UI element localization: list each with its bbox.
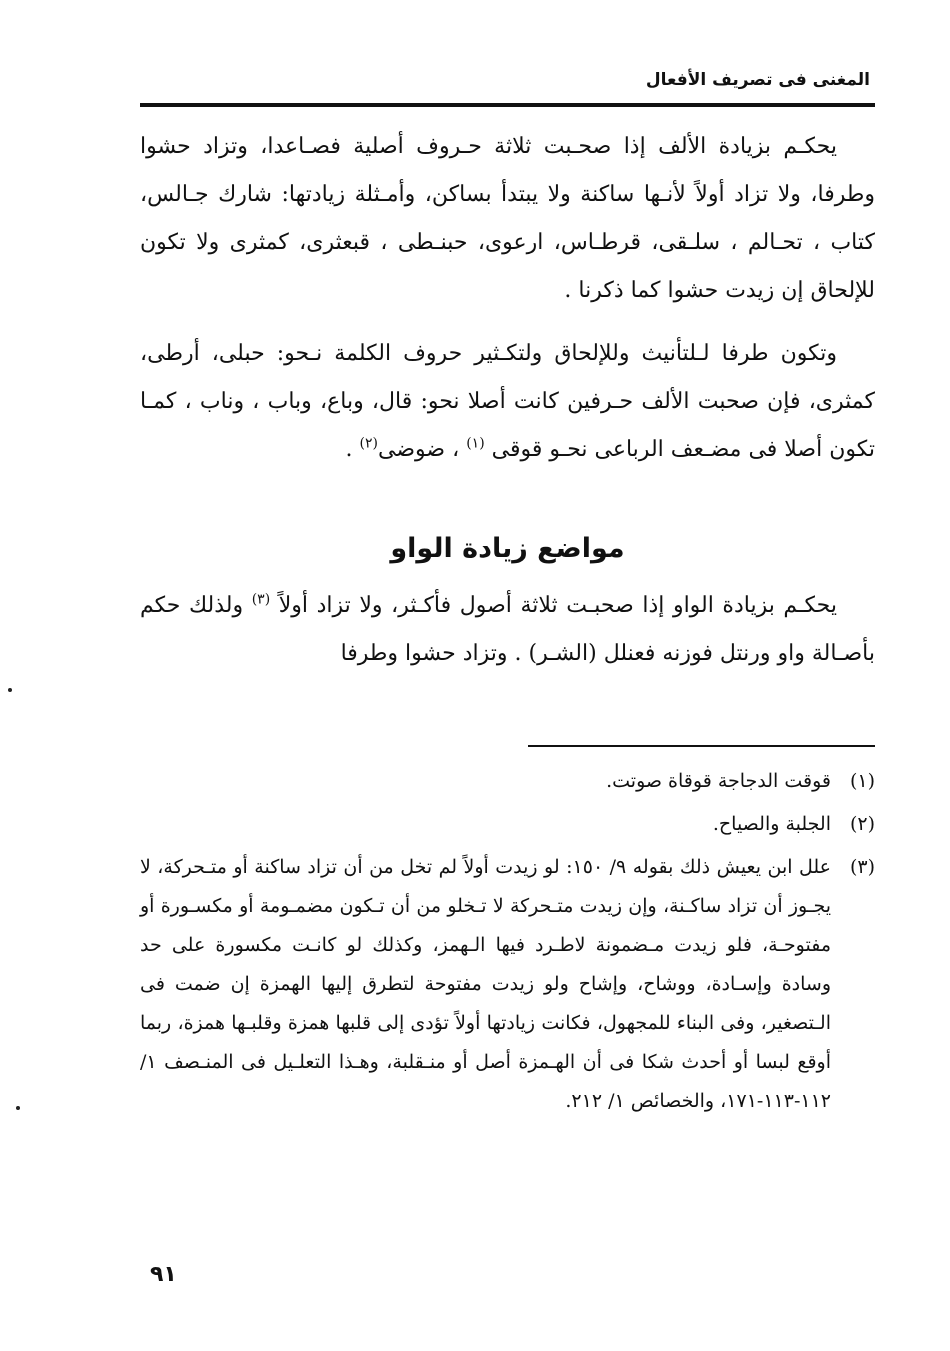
footnote-1 xyxy=(140,762,875,801)
footnote-2 xyxy=(140,805,875,844)
paragraph-text-continued: ، ضوضى xyxy=(378,437,460,462)
paragraph-waw-addition xyxy=(140,582,875,678)
scan-speck xyxy=(8,688,12,692)
paragraph-text-continued: ولذلك حكم بأصـالة واو ورنتل فوزنه فعنلل (الشـر) . وتزاد حشوا وطرفا xyxy=(140,593,875,666)
paragraph-text: يحكـم بزيادة الواو إذا صحبـت ثلاثة أصول فأكـثر، ولا تزاد أولاً xyxy=(278,593,837,618)
footnote-text: علل ابن يعيش ذلك بقوله ٩/ ١٥٠: لو زيدت أولاً لم تخل من أن تزاد ساكنة أو متـحركة، لا يجـوز أن تزاد ساكـنة، وإن زيدت متـحركة لا تـخلو من أن تـكون مضمـومة أو مكسـورة أو مفتوحـة، فلو زيدت مـضمونة لاطـرد فيها الـهمز، وكذلك لو كانـت مكسورة على حد وسادة وإسـادة، ووشاح، وإشاح ولو زيدت مفتوحة لتطرق إليها الهمزة إن ضمت فى الـتصغير، وفى البناء للمجهول، فكانت زيادتها أولاً تؤدى إلى قلبها همزة وقلبـها همزة، ربما أوقع لبسا أو أحدث شكا فى أن الهـمزة أصل أو منـقلبة، وهـذا التعلـيل فى المنـصف ١/ ١١٢-١١٣-١٧١، والخصائص ١/ ٢١٢. xyxy=(140,856,831,1112)
footnote-text: الجلبة والصياح. xyxy=(712,813,831,835)
footnote-separator xyxy=(528,745,875,747)
footnote-text: قوقت الدجاجة قوقاة صوتت. xyxy=(606,770,831,792)
footnote-ref-1: (١) xyxy=(466,435,485,452)
footnote-number: (١) xyxy=(849,770,875,792)
footnote-ref-2: (٢) xyxy=(359,435,379,452)
paragraph-alif-addition xyxy=(140,123,875,315)
scan-speck xyxy=(16,1106,20,1110)
footnote-number: (٣) xyxy=(849,856,875,878)
footnote-ref-3: (٣) xyxy=(251,591,271,608)
paragraph-text: وتكون طرفا لـلتأنيث وللإلحاق ولتكـثير حروف الكلمة نـحو: حبلى، أرطى، كمثرى، فإن صحبت الألف حـرفين كانت أصلا نحو: قال، وباع، وباب ، وناب ، كمـا تكون أصلا فى مضـعف الرباعى نحـو قوقى xyxy=(140,341,875,462)
footnotes xyxy=(140,762,875,1125)
paragraph-text: يحكـم بزيادة الألف إذا صحـبت ثلاثة حـروف أصلية فصـاعدا، وتزاد حشوا وطرفا، ولا تزاد أولاً لأنـها ساكنة ولا يبتدأ بساكن، وأمـثلة زيادتها: شارك جـالس، كتاب ، تحـالم ، سلـقى، قرطـاس، ارعوى، حبنـطى ، قبعثرى، كمثرى ولا تكون للإلحاق إن زيدت حشوا كما ذكرنا . xyxy=(140,134,875,303)
running-header: المغنى فى تصريف الأفعال xyxy=(645,70,870,90)
header-rule xyxy=(140,103,875,107)
page-number: ٩١ xyxy=(150,1262,177,1287)
section-heading: مواضع زيادة الواو xyxy=(390,533,625,564)
paragraph-alif-final xyxy=(140,330,875,474)
footnote-3 xyxy=(140,848,875,1121)
footnote-number: (٢) xyxy=(849,813,875,835)
paragraph-end-mark: . xyxy=(345,437,353,462)
